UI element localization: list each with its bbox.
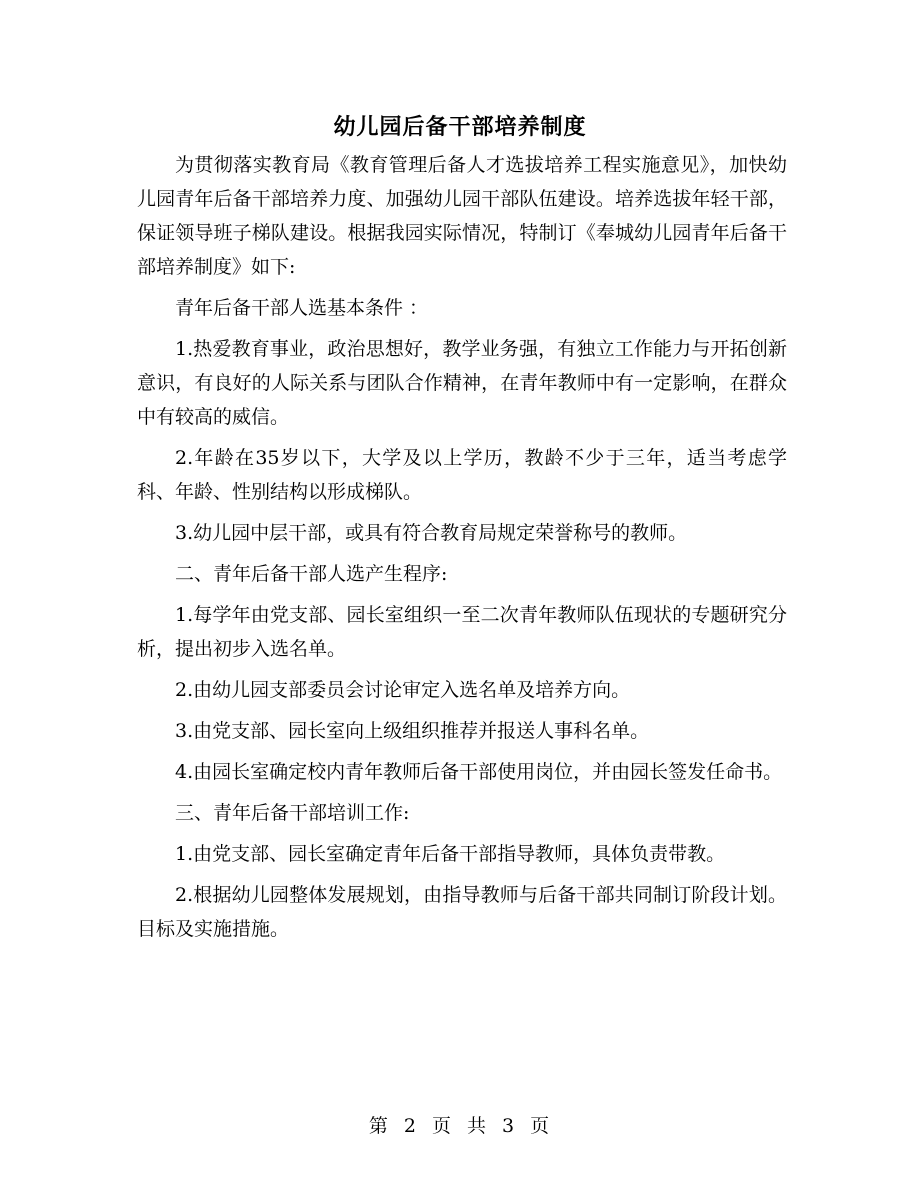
paragraph-condition-1: 1.热爱教育事业，政治思想好，教学业务强，有独立工作能力与开拓创新意识，有良好的人际关系与团队合作精神，在青年教师中有一定影响，在群众中有较高的威信。 xyxy=(137,338,787,428)
paragraph-condition-3: 3.幼儿园中层干部，或具有符合教育局规定荣誉称号的教师。 xyxy=(175,522,688,544)
page-number-footer: 第 2 页 共 3 页 xyxy=(368,1115,552,1137)
section-heading-training: 三、青年后备干部培训工作: xyxy=(175,802,410,824)
paragraph-procedure-4: 4.由园长室确定校内青年教师后备干部使用岗位，并由园长签发任命书。 xyxy=(175,761,783,783)
paragraph-training-1: 1.由党支部、园长室确定青年后备干部指导教师，具体负责带教。 xyxy=(175,843,726,865)
paragraph-procedure-2: 2.由幼儿园支部委员会讨论审定入选名单及培养方向。 xyxy=(175,679,631,701)
document-body xyxy=(137,148,787,953)
paragraph-training-2: 2.根据幼儿园整体发展规划，由指导教师与后备干部共同制订阶段计划。目标及实施措施。 xyxy=(137,884,787,940)
paragraph-procedure-3: 3.由党支部、园长室向上级组织推荐并报送人事科名单。 xyxy=(175,720,650,742)
paragraph-condition-2: 2.年龄在35岁以下，大学及以上学历，教龄不少于三年，适当考虑学科、年龄、性别结构以形成梯队。 xyxy=(137,447,787,503)
section-heading-procedure: 二、青年后备干部人选产生程序: xyxy=(175,563,448,585)
paragraph-procedure-1: 1.每学年由党支部、园长室组织一至二次青年教师队伍现状的专题研究分析，提出初步入选名单。 xyxy=(137,604,787,660)
section-heading-conditions: 青年后备干部人选基本条件 ： xyxy=(175,297,429,319)
document-title: 幼儿园后备干部培养制度 xyxy=(333,114,587,140)
paragraph-intro: 为贯彻落实教育局《教育管理后备人才选拔培养工程实施意见》，加快幼儿园青年后备干部培养力度、加强幼儿园干部队伍建设。培养选拔年轻干部，保证领导班子梯队建设。根据我园实际情况，特制订《奉城幼儿园青年后备干部培养制度》如下: xyxy=(137,154,787,278)
